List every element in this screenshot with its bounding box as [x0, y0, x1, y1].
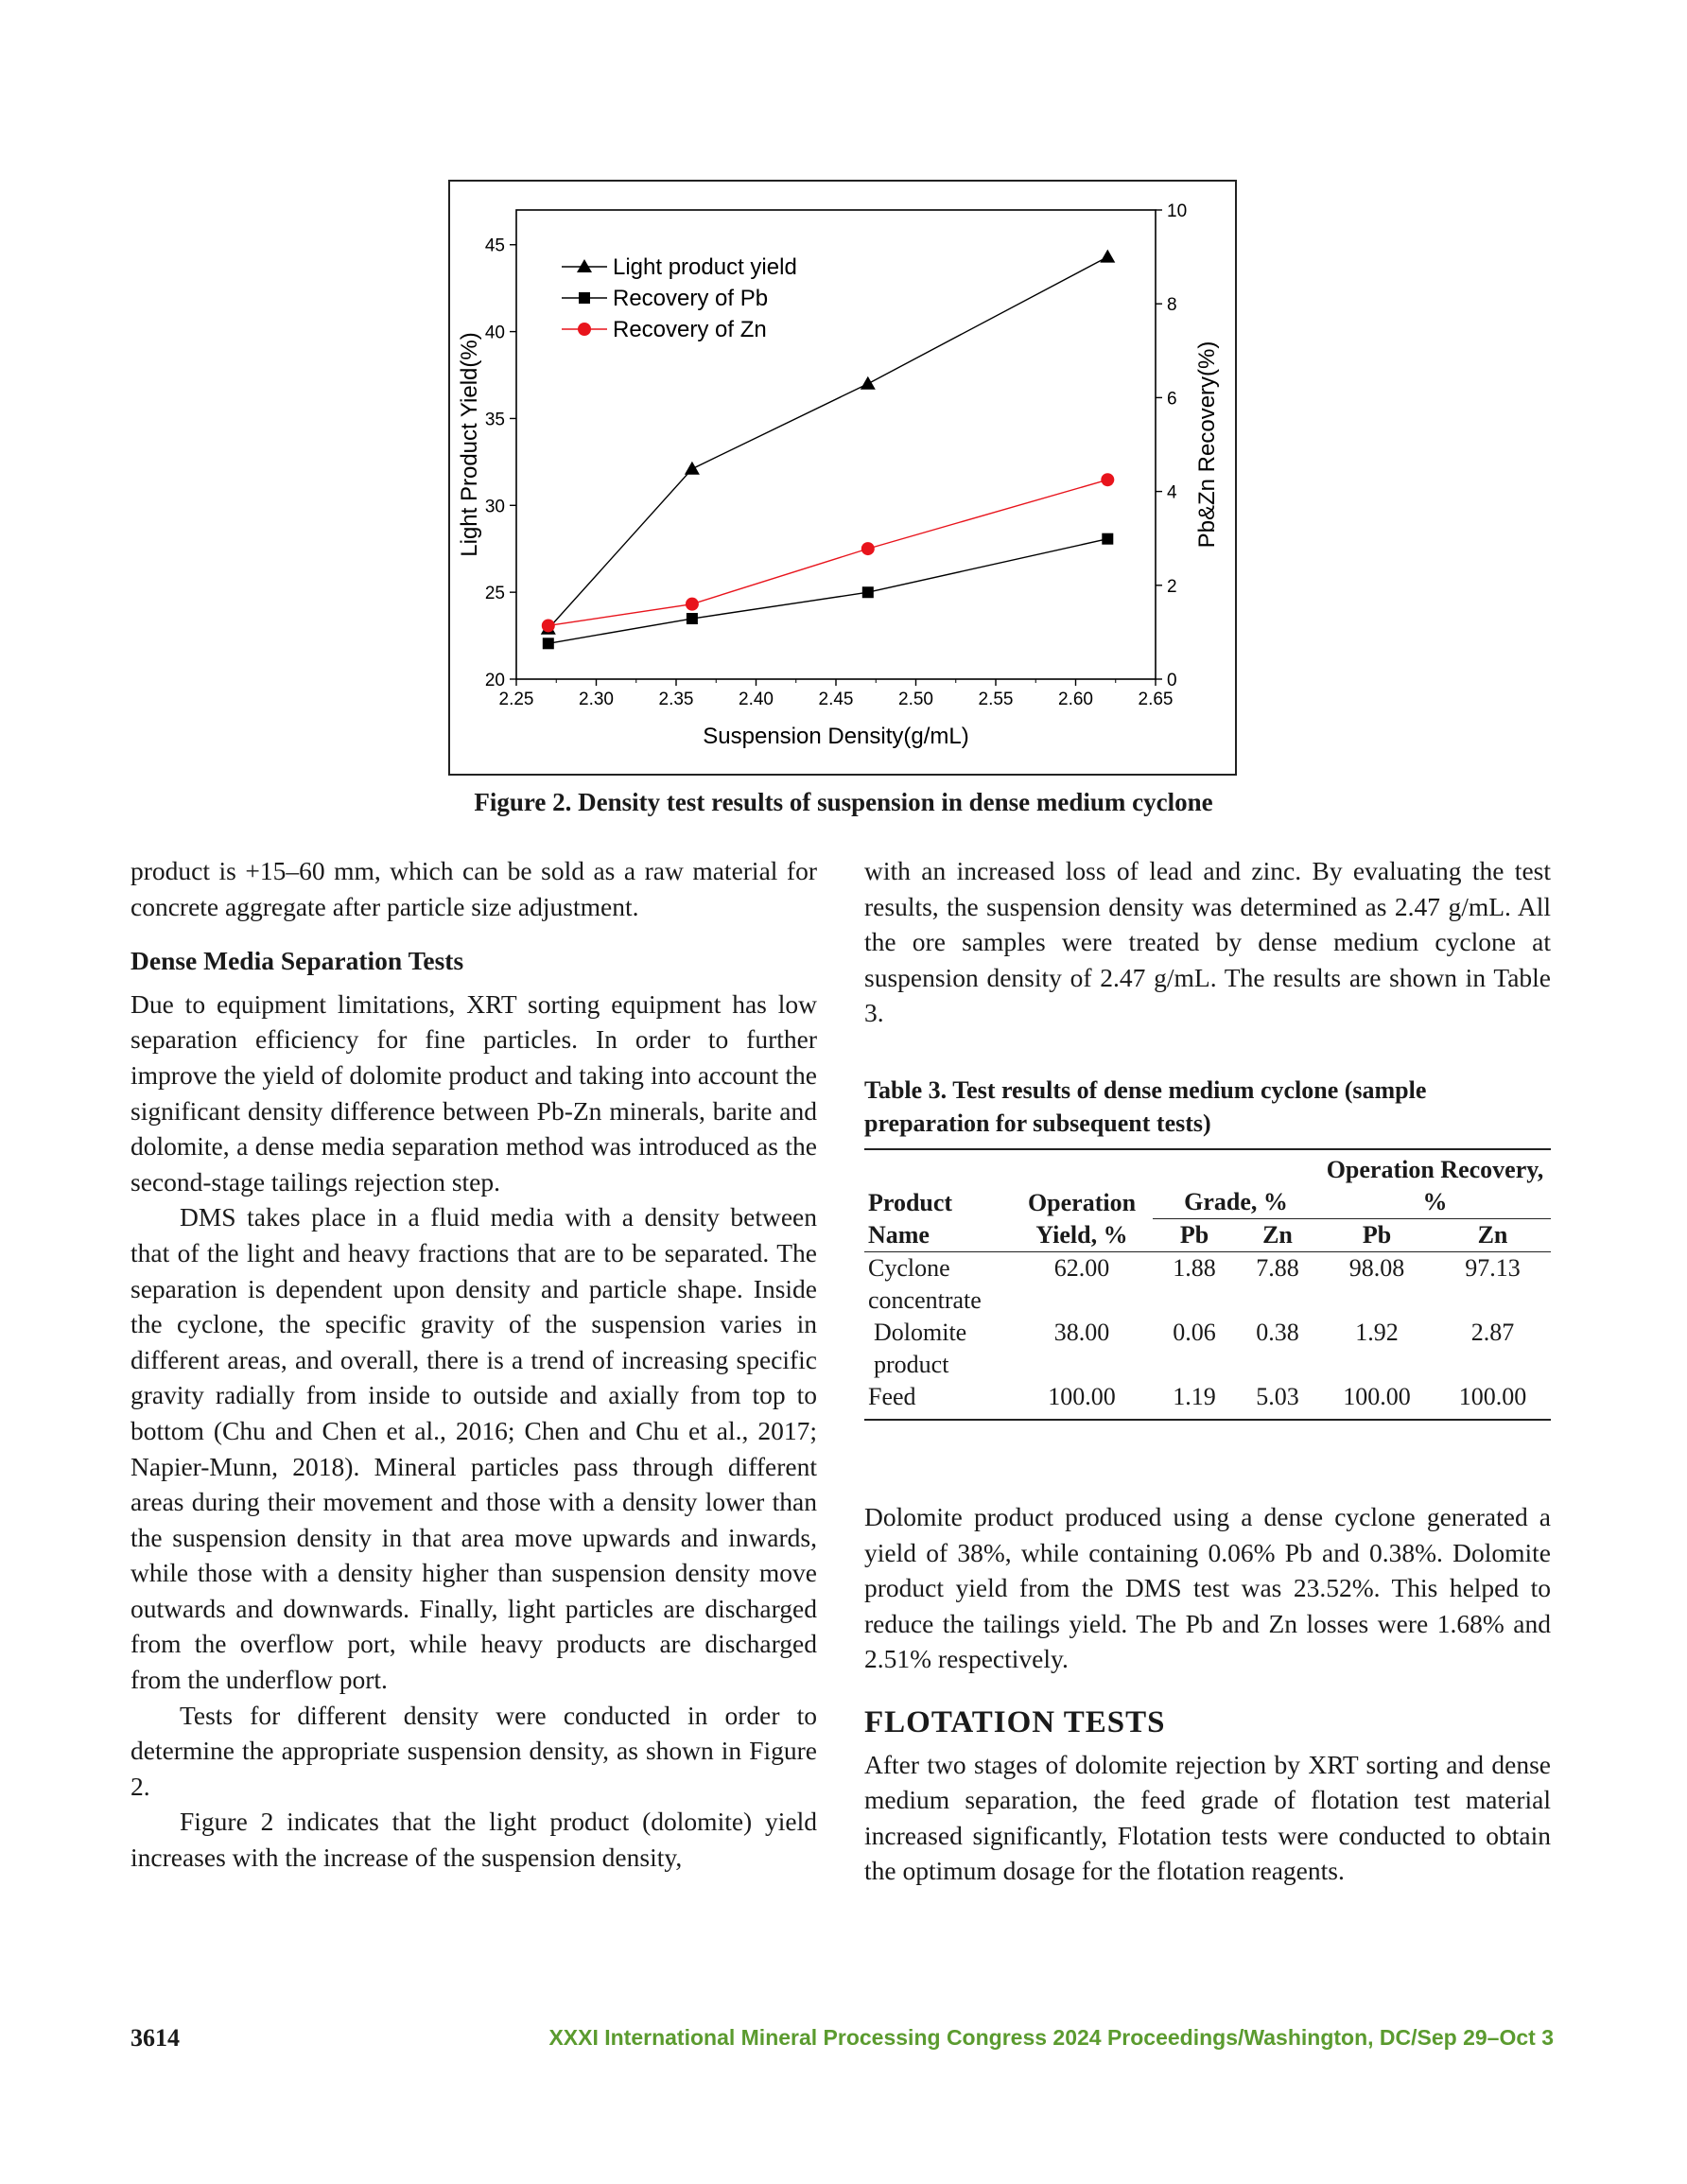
x-tick-label: 2.50 [898, 690, 933, 709]
header-operation-recovery: Operation Recovery, % [1319, 1149, 1551, 1219]
y-right-tick-label: 8 [1167, 295, 1177, 316]
paragraph: Tests for different density were conducted in order to determine the appropriate suspension density, as shown in Figure 2. [130, 1700, 817, 1801]
y-right-tick-label: 0 [1167, 671, 1177, 690]
x-tick-label: 2.40 [739, 690, 774, 709]
data-point-2 [1101, 473, 1114, 486]
header-grade-pb: Pb [1179, 1221, 1209, 1249]
data-point-1 [862, 586, 874, 598]
y-right-tick-label: 6 [1167, 389, 1177, 410]
right-column-top [864, 853, 1551, 1031]
cell-grade-pb: 0.06 [1173, 1319, 1216, 1346]
cell-grade-pb: 1.19 [1173, 1383, 1216, 1410]
legend-label: Recovery of Zn [613, 317, 767, 342]
legend-marker [578, 323, 591, 336]
section-heading: FLOTATION TESTS [864, 1704, 1166, 1739]
header-grade: Grade, % [1153, 1149, 1319, 1219]
data-point-1 [687, 613, 698, 624]
header-grade-zn: Zn [1262, 1221, 1293, 1249]
cell-yield: 62.00 [1053, 1254, 1110, 1282]
y-left-tick-label: 25 [484, 584, 505, 604]
page-number: 3614 [130, 2024, 180, 2052]
y-right-axis-label: Pb&Zn Recovery(%) [1194, 341, 1220, 549]
series-line-2 [548, 480, 1108, 625]
y-left-tick-label: 35 [484, 410, 505, 430]
legend-label: Light product yield [613, 254, 797, 280]
table-row [864, 1381, 1551, 1420]
legend-marker [579, 292, 590, 304]
x-tick-label: 2.55 [978, 690, 1014, 709]
table-3 [864, 1148, 1551, 1421]
cell-rec-zn: 97.13 [1465, 1254, 1521, 1282]
data-point-1 [1102, 533, 1113, 545]
y-left-tick-label: 30 [484, 497, 505, 517]
paragraph: DMS takes place in a fluid media with a density between that of the light and heavy fractions that are to be separated. The separation is dependent upon density and particle shape. Inside the cyclone, the specific gravity of the suspension varies in different areas, and overall, there is a trend of increasing specific gravity radially from inside to outside and axially from top to bottom (Chu and Chen et al., 2016; Chen and Chu et al., 2017; Napier-Munn, 2018). Mineral particles pass through different areas during their movement and those with a density lower than the suspension density in that area move upwards and inwards, while those with a density higher than suspension density move outwards and downwards. Finally, light particles are discharged from the overflow port, while heavy products are discharged from the underflow port. [130, 1202, 817, 1695]
cell-rec-pb: 1.92 [1355, 1319, 1399, 1346]
paragraph: product is +15–60 mm, which can be sold as a raw material for concrete aggregate after particle size adjustment. [130, 856, 817, 921]
x-tick-label: 2.25 [498, 690, 534, 709]
table-row [864, 1317, 1551, 1381]
header-recovery-pb: Pb [1362, 1221, 1392, 1249]
cell-name: Feed [868, 1383, 916, 1410]
series-line-0 [548, 257, 1108, 629]
x-tick-label: 2.30 [579, 690, 614, 709]
conference-footer: XXXI International Mineral Processing Congress 2024 Proceedings/Washington, DC/Sep 29–Oct 3 [548, 2025, 1554, 2050]
figure-caption: Figure 2. Density test results of suspension in dense medium cyclone [474, 788, 1213, 816]
cell-yield: 100.00 [1048, 1383, 1116, 1410]
cell-rec-zn: 100.00 [1458, 1383, 1527, 1410]
paragraph: with an increased loss of lead and zinc. By evaluating the test results, the suspension density was determined as 2.47 g/mL. All the ore samples were treated by dense medium cyclone at suspension density of 2.47 g/mL. The results are shown in Table 3. [864, 856, 1551, 1028]
cell-rec-zn: 2.87 [1470, 1319, 1515, 1346]
plot-frame [516, 210, 1156, 679]
y-left-axis-label: Light Product Yield(%) [457, 332, 482, 557]
data-point-1 [543, 638, 554, 649]
cell-grade-pb: 1.88 [1173, 1254, 1216, 1282]
x-axis-label: Suspension Density(g/mL) [703, 724, 969, 749]
table-caption: Table 3. Test results of dense medium cyclone (sample preparation for subsequent tests) [864, 1076, 1427, 1137]
data-point-0 [861, 376, 876, 390]
figure-2-chart [448, 180, 1237, 776]
header-recovery-zn: Zn [1477, 1221, 1508, 1249]
x-tick-label: 2.65 [1138, 690, 1174, 709]
header-operation-yield: Operation Yield, % [1027, 1189, 1137, 1249]
chart-svg [450, 182, 1235, 774]
data-point-2 [861, 542, 875, 555]
y-left-tick-label: 45 [484, 236, 505, 256]
legend-label: Recovery of Pb [613, 286, 769, 311]
cell-name: Cyclone concentrate [868, 1254, 982, 1314]
paragraph: Due to equipment limitations, XRT sorting equipment has low separation efficiency for fine particles. In order to further improve the yield of dolomite product and taking into account the significant density difference between Pb-Zn minerals, barite and dolomite, a dense media separation method was introduced as the second-stage tailings rejection step. [130, 988, 817, 1197]
cell-grade-zn: 0.38 [1256, 1319, 1299, 1346]
cell-rec-pb: 100.00 [1343, 1383, 1411, 1410]
x-tick-label: 2.60 [1058, 690, 1093, 709]
data-point-2 [542, 619, 555, 632]
header-product-name: Product Name [868, 1189, 953, 1249]
x-tick-label: 2.35 [658, 690, 694, 709]
paragraph: Figure 2 indicates that the light product (dolomite) yield increases with the increase of the suspension density, [130, 1807, 817, 1873]
y-right-tick-label: 2 [1167, 576, 1177, 597]
y-right-tick-label: 4 [1167, 482, 1177, 503]
data-point-0 [685, 462, 700, 475]
data-point-2 [686, 598, 699, 611]
y-left-tick-label: 20 [484, 671, 505, 690]
legend-marker [577, 259, 592, 272]
y-right-tick-label: 10 [1167, 201, 1188, 221]
table-row [864, 1252, 1551, 1318]
y-left-tick-label: 40 [484, 323, 505, 343]
cell-name: Dolomite product [874, 1319, 967, 1378]
cell-yield: 38.00 [1053, 1319, 1110, 1346]
cell-rec-pb: 98.08 [1348, 1254, 1405, 1282]
cell-grade-zn: 7.88 [1256, 1254, 1299, 1282]
left-column [130, 853, 817, 1876]
data-point-0 [1100, 250, 1115, 263]
subsection-heading: Dense Media Separation Tests [130, 946, 464, 976]
cell-grade-zn: 5.03 [1256, 1383, 1299, 1410]
x-tick-label: 2.45 [818, 690, 854, 709]
series-line-1 [548, 539, 1108, 644]
paragraph: Dolomite product produced using a dense cyclone generated a yield of 38%, while containing 0.06% Pb and 0.38%. Dolomite product yield from the DMS test was 23.52%. This helped to reduce the tailings yield. The Pb and Zn losses were 1.68% and 2.51% respectively. [864, 1502, 1551, 1674]
paragraph: After two stages of dolomite rejection by XRT sorting and dense medium separation, the feed grade of flotation test material increased significantly, Flotation tests were conducted to obtain the optimum dosage for the flotation reagents. [864, 1749, 1551, 1886]
right-column-bottom [864, 1499, 1551, 1889]
